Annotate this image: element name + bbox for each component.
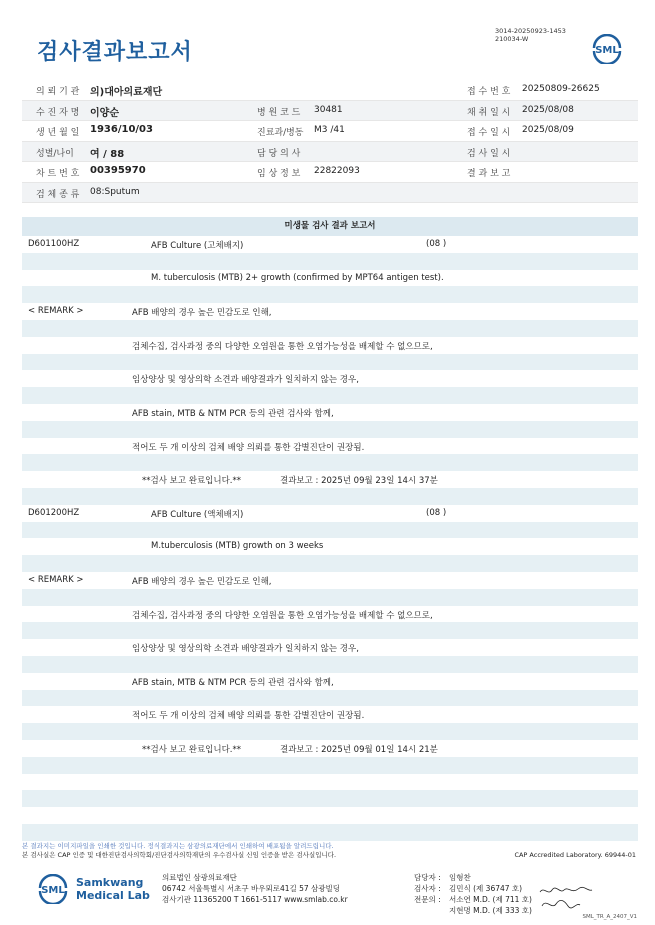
remark-text: 임상양상 및 영상의학 소견과 배양결과가 일치하지 않는 경우, xyxy=(132,644,359,655)
address-line3: 검사기관 11365200 T 1661-5117 www.smlab.co.kr xyxy=(162,895,348,904)
remark-text: 적어도 두 개 이상의 검체 배양 의뢰를 통한 감별진단이 권장됨. xyxy=(132,711,365,722)
result-row xyxy=(22,438,638,455)
result-row xyxy=(22,706,638,723)
hospital-code-label: 병 원 코 드 xyxy=(257,107,301,118)
specialist1-value: 서소연 M.D. (제 711 호) xyxy=(449,895,532,904)
result-text: M. tuberculosis (MTB) 2+ growth (confirmed by MPT64 antigen test). xyxy=(151,272,444,283)
sml-logo-text: SML xyxy=(41,885,65,896)
result-row xyxy=(22,757,638,774)
requester-value: 의)대아의료재단 xyxy=(90,87,163,98)
receipt-date-value: 2025/08/09 xyxy=(522,125,574,135)
test-code: D601200HZ xyxy=(28,507,80,518)
document-id-line2: 210034-W xyxy=(495,35,529,43)
result-row xyxy=(22,505,638,522)
sml-logo-icon xyxy=(36,874,70,904)
test-code: < REMARK > xyxy=(28,306,84,317)
address-line1: 의료법인 삼광의료재단 xyxy=(162,873,237,882)
test-name: AFB Culture (고체배지) xyxy=(151,241,244,251)
institution-address xyxy=(162,872,348,905)
specialist-label: 전문의 : xyxy=(414,895,441,904)
remark-text: AFB stain, MTB & NTM PCR 등의 관련 검사와 함께, xyxy=(132,408,334,419)
report-label: 결 과 보 고 xyxy=(467,169,511,179)
patient-info-table xyxy=(22,80,638,203)
remark-text: AFB 배양의 경우 높은 민감도로 인해, xyxy=(132,308,272,319)
dept-value: M3 /41 xyxy=(314,125,345,135)
result-row xyxy=(22,723,638,740)
result-row xyxy=(22,656,638,673)
specimen-value: 08:Sputum xyxy=(90,186,140,197)
sml-logo-text: SML xyxy=(595,45,619,56)
specimen-number: (08 ) xyxy=(426,239,447,249)
result-row xyxy=(22,387,638,404)
remark-text: 적어도 두 개 이상의 검체 배양 의뢰를 통한 감별진단이 권장됨. xyxy=(132,442,365,453)
sex-age-value: 여 / 88 xyxy=(90,148,125,160)
signature-image xyxy=(536,882,596,912)
receipt-date-label: 접 수 일 시 xyxy=(467,128,511,138)
cap-accreditation: CAP Accredited Laboratory. 69944-01 xyxy=(514,850,636,859)
result-row xyxy=(22,471,638,488)
report-complete: **검사 보고 완료입니다.** xyxy=(142,476,242,487)
results-header: 미생물 검사 결과 보고서 xyxy=(22,217,638,236)
result-row xyxy=(22,740,638,757)
print-notice: 본 결과지는 이미지파일을 인쇄한 것입니다. 정식결과지는 삼광의료재단에서 인쇄하여 배포됨을 알려드립니다. xyxy=(22,842,334,850)
document-id xyxy=(495,27,566,43)
remark-text: AFB 배양의 경우 높은 민감도로 인해, xyxy=(132,576,272,587)
report-time: 결과보고 : 2025년 09월 01일 14시 21분 xyxy=(280,744,438,755)
result-row xyxy=(22,404,638,421)
result-text: M.tuberculosis (MTB) growth on 3 weeks xyxy=(151,541,324,552)
document-id-line1: 3014-20250923-1453 xyxy=(495,27,566,35)
hospital-code-value: 30481 xyxy=(314,104,343,115)
result-row xyxy=(22,522,638,539)
remark-text: 검체수집, 검사과정 중의 다양한 오염원을 통한 오염가능성을 배제할 수 없으므로, xyxy=(132,610,433,621)
test-code: < REMARK > xyxy=(28,574,84,585)
clinical-label: 임 상 정 보 xyxy=(257,169,301,179)
receipt-no-label: 접 수 번 호 xyxy=(467,87,511,97)
result-row xyxy=(22,555,638,572)
brand-name xyxy=(76,876,150,902)
result-row xyxy=(22,253,638,270)
test-code: D601100HZ xyxy=(28,239,80,249)
results-section xyxy=(22,217,638,857)
footer-note xyxy=(22,842,638,859)
info-row-requester xyxy=(22,80,638,101)
result-row xyxy=(22,606,638,623)
specialist2-value: 지현명 M.D. (제 333 호) xyxy=(449,906,532,915)
sml-logo-icon xyxy=(590,34,624,64)
result-row xyxy=(22,790,638,807)
result-row xyxy=(22,572,638,589)
result-row xyxy=(22,488,638,505)
form-code: SML_TR_A_2407_V1 xyxy=(582,914,637,920)
signatories xyxy=(414,872,532,916)
receipt-no-value: 20250809-26625 xyxy=(522,84,600,94)
dept-label: 진료과/병동 xyxy=(257,128,304,138)
result-row xyxy=(22,370,638,387)
manager-label: 담당자 : xyxy=(414,873,441,882)
result-row xyxy=(22,421,638,438)
specimen-number: (08 ) xyxy=(426,507,447,518)
remark-text: AFB stain, MTB & NTM PCR 등의 관련 검사와 함께, xyxy=(132,677,334,688)
test-name: AFB Culture (액체배지) xyxy=(151,509,244,520)
result-row xyxy=(22,639,638,656)
info-row-birth xyxy=(22,121,638,142)
accreditation-notice: 본 검사실은 CAP 인증 및 대한진단검사의학회/진단검사의학재단의 우수검사실 신임 인증을 받은 검사실입니다. xyxy=(22,850,337,859)
result-row xyxy=(22,690,638,707)
result-row xyxy=(22,303,638,320)
birth-value: 1936/10/03 xyxy=(90,124,153,135)
tester-label: 검사자 : xyxy=(414,884,441,893)
manager-value: 임형찬 xyxy=(449,873,471,882)
brand-line1: Samkwang xyxy=(76,876,144,889)
result-row xyxy=(22,286,638,303)
remark-text: 임상양상 및 영상의학 소견과 배양결과가 일치하지 않는 경우, xyxy=(132,375,359,386)
requester-label: 의 뢰 기 관 xyxy=(36,87,80,97)
report-complete: **검사 보고 완료입니다.** xyxy=(142,744,242,755)
chart-value: 00395970 xyxy=(90,165,146,176)
collect-date-value: 2025/08/08 xyxy=(522,104,574,115)
tester-value: 김민식 (제 36747 호) xyxy=(449,884,523,893)
result-row xyxy=(22,337,638,354)
result-row xyxy=(22,270,638,287)
result-row xyxy=(22,354,638,371)
birth-label: 생 년 월 일 xyxy=(36,128,80,138)
result-row xyxy=(22,589,638,606)
info-row-specimen xyxy=(22,183,638,204)
result-row xyxy=(22,807,638,824)
test-date-label: 검 사 일 시 xyxy=(467,148,511,159)
result-row xyxy=(22,236,638,253)
result-row xyxy=(22,622,638,639)
info-row-patient xyxy=(22,101,638,122)
result-row xyxy=(22,774,638,791)
collect-date-label: 채 취 일 시 xyxy=(467,107,511,118)
result-row xyxy=(22,673,638,690)
info-row-chart xyxy=(22,162,638,183)
result-row xyxy=(22,320,638,337)
remark-text: 검체수집, 검사과정 중의 다양한 오염원을 통한 오염가능성을 배제할 수 없으므로, xyxy=(132,341,433,352)
patient-value: 이양순 xyxy=(90,107,119,119)
brand-line2: Medical Lab xyxy=(76,889,150,902)
address-line2: 06742 서울특별시 서초구 바우뫼로41길 57 삼광빌딩 xyxy=(162,884,341,893)
specimen-label: 검 체 종 류 xyxy=(36,189,80,200)
page-title: 검사결과보고서 xyxy=(37,40,193,65)
results-body xyxy=(22,236,638,857)
patient-label: 수 진 자 명 xyxy=(36,107,80,118)
clinical-value: 22822093 xyxy=(314,166,360,176)
result-row xyxy=(22,538,638,555)
report-time: 결과보고 : 2025년 09월 23일 14시 37분 xyxy=(280,476,438,487)
result-row xyxy=(22,454,638,471)
footer xyxy=(36,870,636,922)
result-row xyxy=(22,824,638,841)
doctor-label: 담 당 의 사 xyxy=(257,148,301,159)
chart-label: 차 트 번 호 xyxy=(36,169,80,179)
sex-age-label: 성별/나이 xyxy=(36,148,74,159)
info-row-sex-age xyxy=(22,142,638,163)
